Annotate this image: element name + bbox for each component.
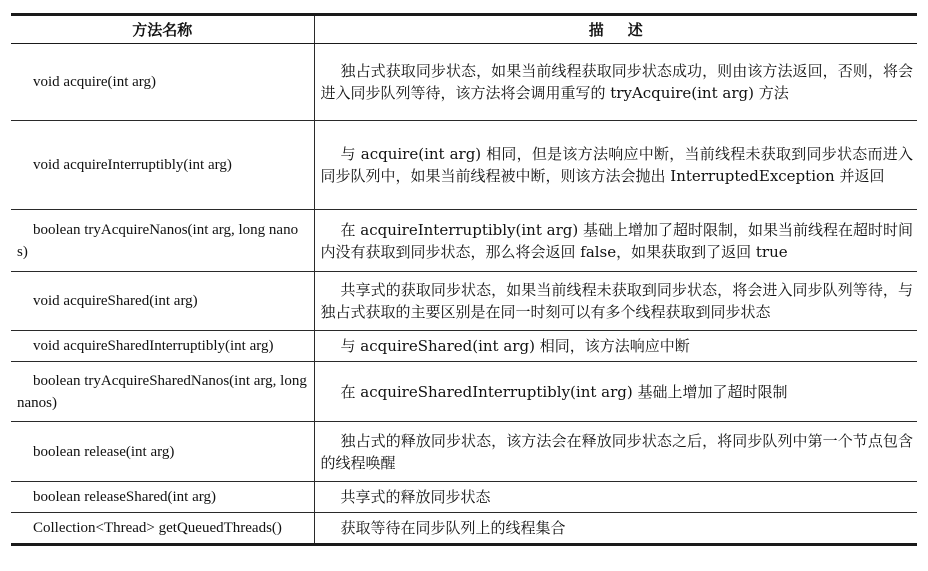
description-cell: 与 acquireShared(int arg) 相同，该方法响应中断: [314, 331, 917, 362]
api-table-container: [11, 13, 917, 546]
table-row: [11, 362, 917, 422]
table-row: [11, 422, 917, 482]
table-row: [11, 331, 917, 362]
method-cell: void acquireSharedInterruptibly(int arg): [11, 331, 314, 362]
method-cell: void acquire(int arg): [11, 44, 314, 121]
table-row: [11, 121, 917, 210]
description-cell: 共享式的释放同步状态: [314, 482, 917, 513]
table-row: [11, 210, 917, 272]
description-cell: 获取等待在同步队列上的线程集合: [314, 513, 917, 545]
description-cell: 与 acquire(int arg) 相同，但是该方法响应中断，当前线程未获取到同步状态而进入同步队列中，如果当前线程被中断，则该方法会抛出 InterruptedException 并返回: [314, 121, 917, 210]
method-cell: void acquireInterruptibly(int arg): [11, 121, 314, 210]
method-cell: boolean tryAcquireSharedNanos(int arg, long nanos): [11, 362, 314, 422]
method-cell: boolean release(int arg): [11, 422, 314, 482]
method-cell: void acquireShared(int arg): [11, 272, 314, 331]
table-row: [11, 513, 917, 545]
table-header-row: [11, 15, 917, 44]
description-cell: 独占式获取同步状态，如果当前线程获取同步状态成功，则由该方法返回，否则，将会进入同步队列等待，该方法将会调用重写的 tryAcquire(int arg) 方法: [314, 44, 917, 121]
description-cell: 共享式的获取同步状态，如果当前线程未获取到同步状态，将会进入同步队列等待，与独占式获取的主要区别是在同一时刻可以有多个线程获取到同步状态: [314, 272, 917, 331]
method-cell: boolean tryAcquireNanos(int arg, long nanos): [11, 210, 314, 272]
description-cell: 在 acquireSharedInterruptibly(int arg) 基础上增加了超时限制: [314, 362, 917, 422]
description-cell: 独占式的释放同步状态，该方法会在释放同步状态之后，将同步队列中第一个节点包含的线程唤醒: [314, 422, 917, 482]
header-method-name: 方法名称: [11, 15, 314, 44]
table-row: [11, 482, 917, 513]
description-cell: 在 acquireInterruptibly(int arg) 基础上增加了超时限制，如果当前线程在超时时间内没有获取到同步状态，那么将会返回 false，如果获取到了返回 true: [314, 210, 917, 272]
header-description: 描述: [314, 15, 917, 44]
table-row: [11, 44, 917, 121]
synchronizer-method-table: [11, 13, 917, 546]
table-row: [11, 272, 917, 331]
method-cell: Collection<Thread> getQueuedThreads(): [11, 513, 314, 545]
method-cell: boolean releaseShared(int arg): [11, 482, 314, 513]
